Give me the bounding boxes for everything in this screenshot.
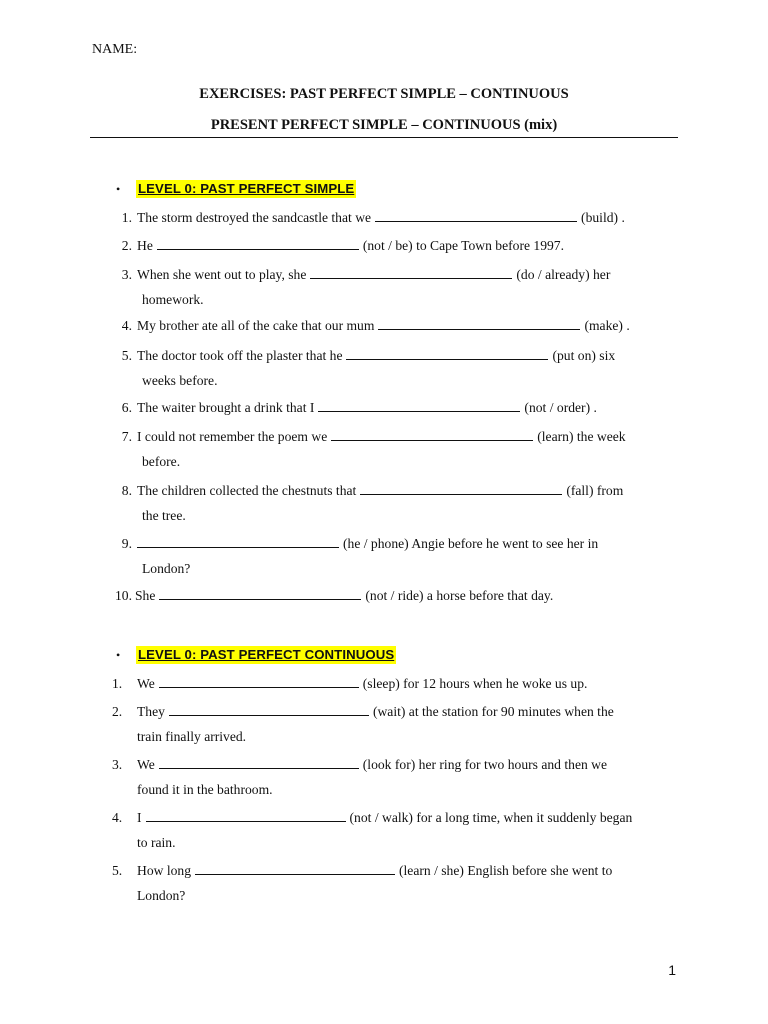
item-number: 4. xyxy=(112,810,123,825)
sentence-start: When she went out to play, she xyxy=(137,267,307,282)
sentence-start: My brother ate all of the cake that our mum xyxy=(137,318,375,333)
sentence-continuation: the tree. xyxy=(142,508,186,523)
item-number: 1. xyxy=(121,210,132,225)
sentence-start: We xyxy=(137,676,155,691)
answer-blank[interactable] xyxy=(157,237,359,250)
name-label: NAME: xyxy=(92,42,138,57)
sentence-end: (not / ride) a horse before that day. xyxy=(365,588,554,603)
item-number: 5. xyxy=(121,348,132,363)
page-title: EXERCISES: PAST PERFECT SIMPLE – CONTINUOUS xyxy=(199,86,569,102)
page-number: 1 xyxy=(668,962,676,978)
sentence-end: (learn) the week xyxy=(537,429,626,444)
section-title: LEVEL 0: PAST PERFECT CONTINUOUS xyxy=(138,647,395,662)
sentence-start: The waiter brought a drink that I xyxy=(137,400,315,415)
sentence-end: (build) . xyxy=(581,210,625,225)
answer-blank[interactable] xyxy=(195,862,395,875)
sentence-end: (look for) her ring for two hours and then we xyxy=(362,757,608,772)
sentence-start: We xyxy=(137,757,155,772)
sentence-end: (learn / she) English before she went to xyxy=(399,863,613,878)
sentence-continuation: to rain. xyxy=(137,835,176,850)
sentence-continuation: weeks before. xyxy=(142,373,218,388)
sentence-continuation: found it in the bathroom. xyxy=(137,782,273,797)
item-number: 8. xyxy=(121,483,132,498)
answer-blank[interactable] xyxy=(169,703,369,716)
answer-blank[interactable] xyxy=(137,535,339,548)
sentence-continuation: London? xyxy=(142,561,191,576)
header-divider xyxy=(90,137,678,138)
sentence-continuation: London? xyxy=(137,888,186,903)
answer-blank[interactable] xyxy=(159,587,361,600)
sentence-end: (fall) from xyxy=(566,483,624,498)
sentence-start: How long xyxy=(137,863,191,878)
page-subtitle: PRESENT PERFECT SIMPLE – CONTINUOUS (mix) xyxy=(210,117,558,133)
answer-blank[interactable] xyxy=(310,266,512,279)
item-number: 1. xyxy=(112,676,123,691)
sentence-end: (not / order) . xyxy=(524,400,597,415)
section-heading-past-perfect-simple xyxy=(116,180,356,198)
item-number: 3. xyxy=(121,267,132,282)
sentence-start: I could not remember the poem we xyxy=(137,429,328,444)
answer-blank[interactable] xyxy=(318,399,520,412)
sentence-continuation: homework. xyxy=(142,292,204,307)
answer-blank[interactable] xyxy=(346,347,548,360)
answer-blank[interactable] xyxy=(159,756,359,769)
item-number: 2. xyxy=(121,238,132,253)
sentence-end: (put on) six xyxy=(552,348,616,363)
sentence-end: (he / phone) Angie before he went to see her in xyxy=(343,536,599,551)
bullet-icon: • xyxy=(116,647,121,662)
sentence-start: He xyxy=(137,238,153,253)
answer-blank[interactable] xyxy=(331,428,533,441)
answer-blank[interactable] xyxy=(146,809,346,822)
sentence-end: (sleep) for 12 hours when he woke us up. xyxy=(362,676,588,691)
sentence-start: I xyxy=(137,810,142,825)
answer-blank[interactable] xyxy=(378,317,580,330)
bullet-icon: • xyxy=(116,181,121,196)
sentence-continuation: before. xyxy=(142,454,181,469)
sentence-end: (wait) at the station for 90 minutes when the xyxy=(372,704,614,719)
section-title: LEVEL 0: PAST PERFECT SIMPLE xyxy=(138,181,355,196)
item-number: 10. xyxy=(115,588,132,603)
sentence-end: (not / walk) for a long time, when it suddenly began xyxy=(349,810,633,825)
sentence-end: (do / already) her xyxy=(516,267,611,282)
answer-blank[interactable] xyxy=(375,209,577,222)
item-number: 7. xyxy=(121,429,132,444)
item-number: 9. xyxy=(121,536,132,551)
sentence-start: The doctor took off the plaster that he xyxy=(137,348,343,363)
sentence-continuation: train finally arrived. xyxy=(137,729,247,744)
sentence-start: She xyxy=(135,588,156,603)
sentence-end: (not / be) to Cape Town before 1997. xyxy=(362,238,565,253)
sentence-end: (make) . xyxy=(584,318,630,333)
answer-blank[interactable] xyxy=(159,675,359,688)
sentence-start: They xyxy=(137,704,165,719)
sentence-start: The children collected the chestnuts that xyxy=(137,483,357,498)
item-number: 4. xyxy=(121,318,132,333)
item-number: 2. xyxy=(112,704,123,719)
sentence-start: The storm destroyed the sandcastle that we xyxy=(137,210,372,225)
section-heading-past-perfect-continuous xyxy=(116,646,396,664)
item-number: 6. xyxy=(121,400,132,415)
item-number: 3. xyxy=(112,757,123,772)
answer-blank[interactable] xyxy=(360,482,562,495)
item-number: 5. xyxy=(112,863,123,878)
